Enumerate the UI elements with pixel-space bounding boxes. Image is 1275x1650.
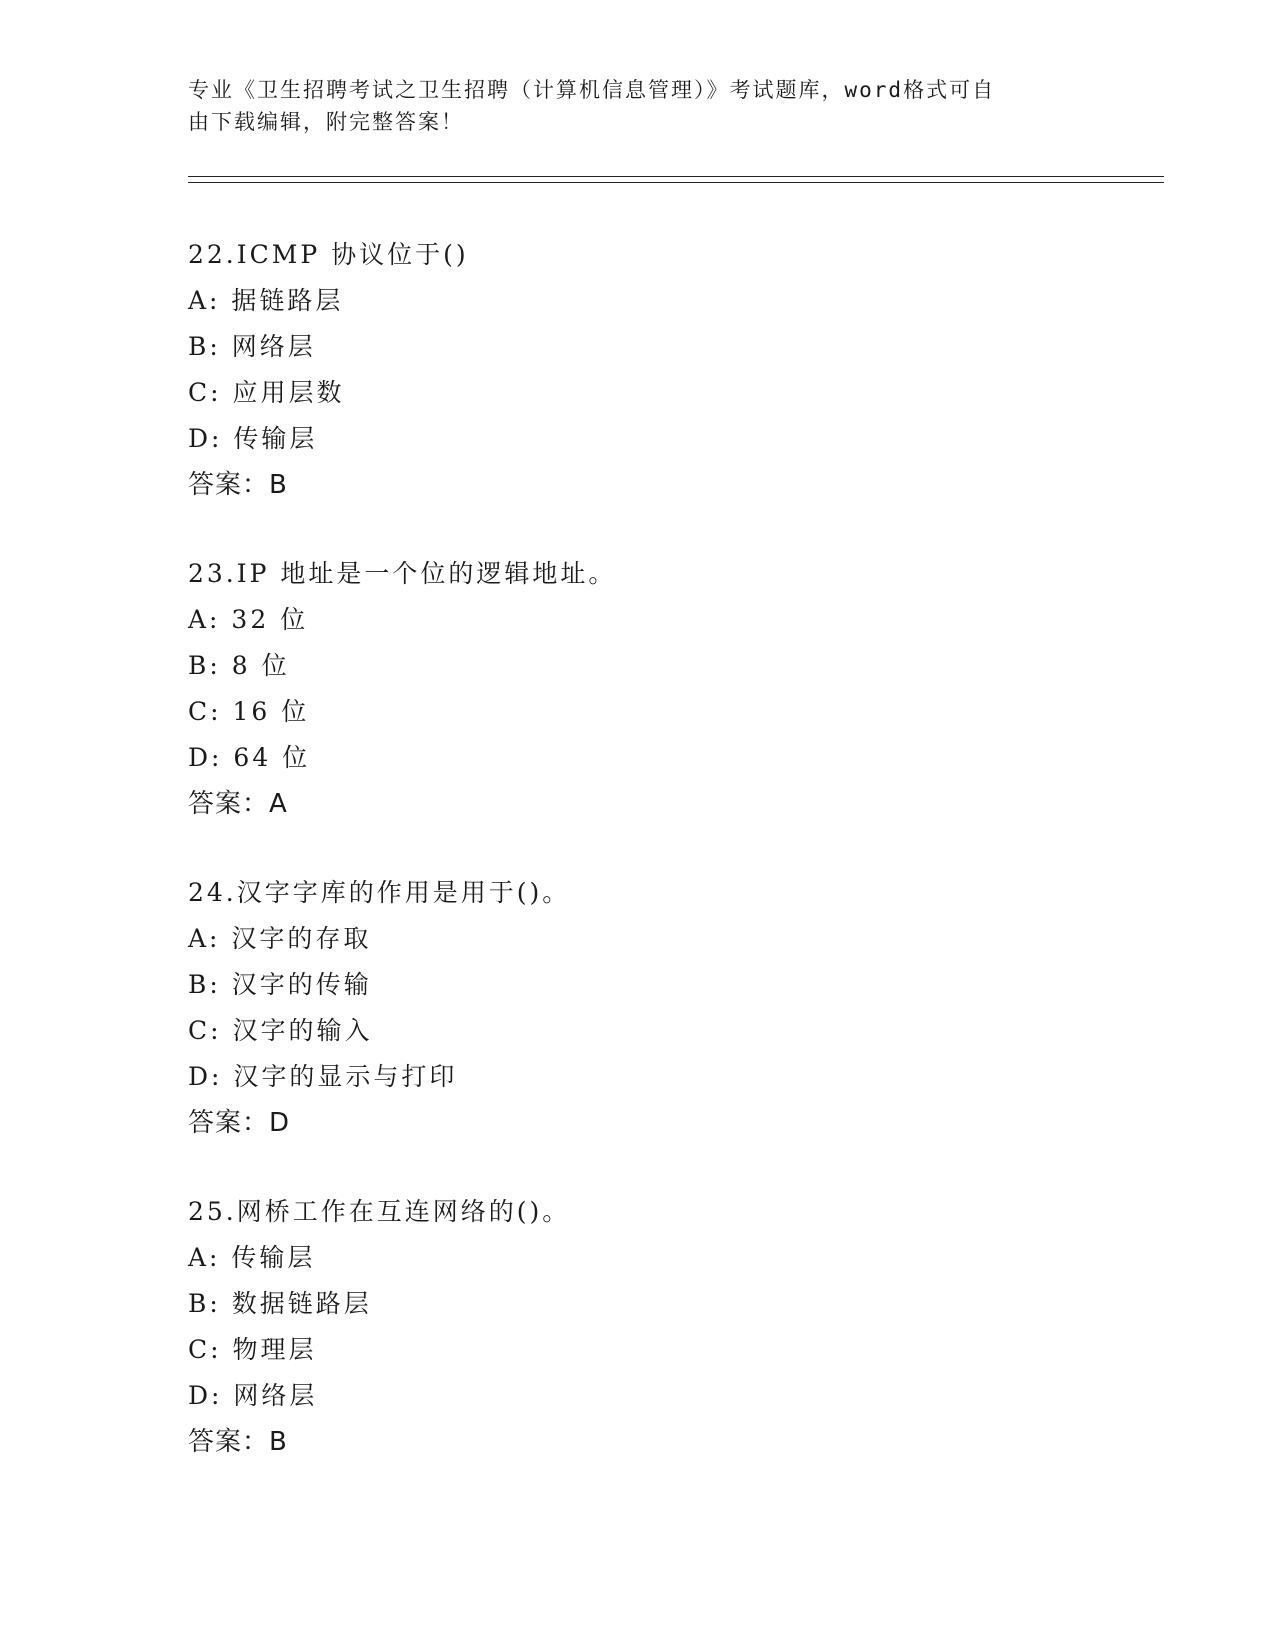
header-divider-top xyxy=(188,176,1164,177)
question-23 xyxy=(188,551,1148,827)
question-25 xyxy=(188,1189,1148,1465)
option-c: C: 应用层数 xyxy=(188,378,345,407)
document-header xyxy=(188,74,1068,138)
option-d: D: 汉字的显示与打印 xyxy=(188,1062,458,1091)
option-d: D: 网络层 xyxy=(188,1381,318,1410)
question-22 xyxy=(188,232,1148,508)
option-d: D: 64 位 xyxy=(188,743,311,772)
option-c: C: 物理层 xyxy=(188,1335,317,1364)
header-divider-bottom xyxy=(188,182,1164,183)
option-a: A: 传输层 xyxy=(188,1243,316,1272)
option-b: B: 汉字的传输 xyxy=(188,970,372,999)
question-stem: 23.IP 地址是一个位的逻辑地址。 xyxy=(188,559,617,588)
option-b: B: 网络层 xyxy=(188,332,316,361)
answer-label: 答案：B xyxy=(188,470,288,500)
option-a: A: 32 位 xyxy=(188,605,309,634)
answer-label: 答案：B xyxy=(188,1427,288,1457)
option-a: A: 据链路层 xyxy=(188,286,344,315)
option-b: B: 数据链路层 xyxy=(188,1289,372,1318)
option-c: C: 16 位 xyxy=(188,697,310,726)
option-b: B: 8 位 xyxy=(188,651,290,680)
option-d: D: 传输层 xyxy=(188,424,318,453)
option-a: A: 汉字的存取 xyxy=(188,924,372,953)
question-stem: 25.网桥工作在互连网络的()。 xyxy=(188,1197,571,1226)
question-stem: 22.ICMP 协议位于() xyxy=(188,240,469,269)
question-stem: 24.汉字字库的作用是用于()。 xyxy=(188,878,571,907)
answer-label: 答案：D xyxy=(188,1108,291,1138)
answer-label: 答案：A xyxy=(188,789,288,819)
header-line-1: 专业《卫生招聘考试之卫生招聘（计算机信息管理）》考试题库，word格式可自 xyxy=(188,78,996,102)
question-24 xyxy=(188,870,1148,1146)
header-line-2: 由下载编辑，附完整答案！ xyxy=(188,110,464,134)
option-c: C: 汉字的输入 xyxy=(188,1016,373,1045)
